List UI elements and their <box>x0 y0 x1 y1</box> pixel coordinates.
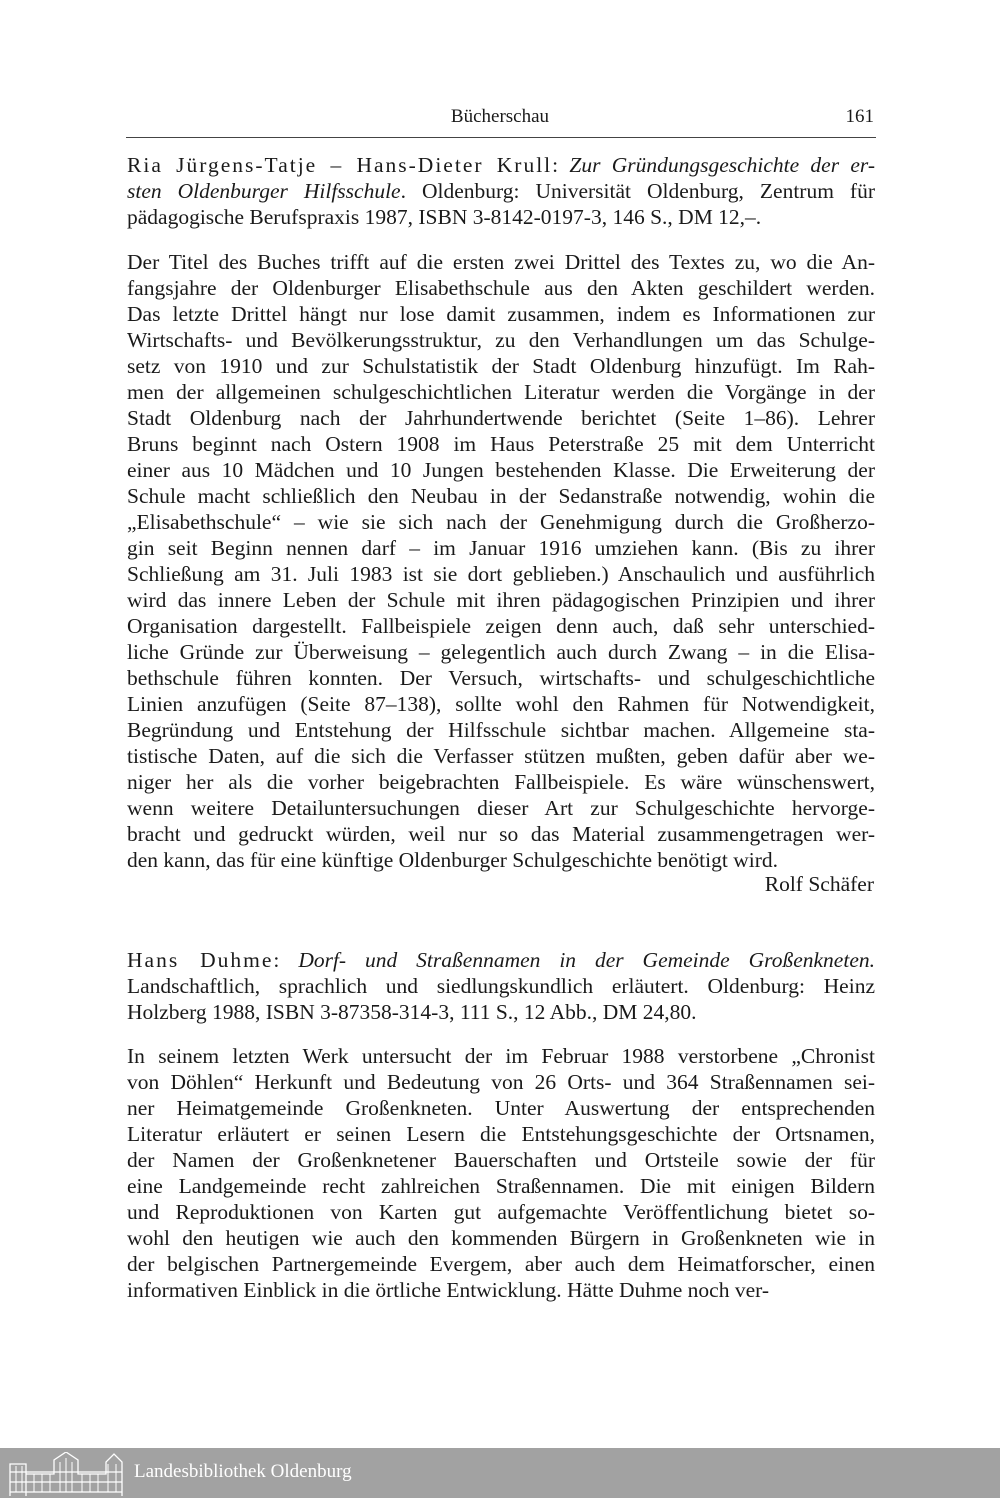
text-line: der Namen der Großenknetener Bauerschaften und Ortsteile sowie der für <box>127 1148 875 1172</box>
review1-title-cont: sten Oldenburger Hilfsschule <box>127 179 401 203</box>
text-line: den kann, das für eine künftige Oldenburger Schulgeschichte benötigt wird. <box>127 848 778 872</box>
review1-pubinfo: pädagogische Berufspraxis 1987, ISBN 3-8142-0197-3, 146 S., DM 12,–. <box>127 205 762 229</box>
text-line: In seinem letzten Werk untersucht der im Februar 1988 verstorbene „Chronist <box>127 1044 875 1068</box>
text-line: der belgischen Partnergemeinde Evergem, aber auch dem Heimatforscher, einen <box>127 1252 875 1276</box>
text-line: einer aus 10 Mädchen und 10 Jungen bestehenden Klasse. Die Erweiterung der <box>127 458 875 482</box>
text-line: Linien anzufügen (Seite 87–138), sollte wohl den Rahmen für Notwendigkeit, <box>127 692 875 716</box>
text-line: Wirtschafts- und Bevölkerungsstruktur, zu den Verhandlungen um das Schulge- <box>127 328 875 352</box>
text-line: Begründung und Entstehung der Hilfsschule sichtbar machen. Allgemeine sta- <box>127 718 875 742</box>
text-line: Der Titel des Buches trifft auf die ersten zwei Drittel des Textes zu, wo die An- <box>127 250 875 274</box>
text-line: bethschule führen konnten. Der Versuch, wirtschafts- und schulgeschichtliche <box>127 666 875 690</box>
text-line: liche Gründe zur Überweisung – gelegentlich auch durch Zwang – in die Elisa- <box>127 640 875 664</box>
text-line: von Döhlen“ Herkunft und Bedeutung von 26 Orts- und 364 Straßennamen sei- <box>127 1070 875 1094</box>
text-line: tistische Daten, auf die sich die Verfasser stützen mußten, geben dafür aber we- <box>127 744 875 768</box>
review1-reviewer: Rolf Schäfer <box>764 872 874 896</box>
text-line: Stadt Oldenburg nach der Jahrhundertwende berichtet (Seite 1–86). Lehrer <box>127 406 875 430</box>
separator: : <box>273 948 299 972</box>
text-line: niger her als die vorher beigebrachten Fallbeispiele. Es wäre wünschenswert, <box>127 770 875 794</box>
review1-body <box>127 249 875 873</box>
review1-citation <box>127 152 875 230</box>
text-line: wenn weitere Detailuntersuchungen dieser Art zur Schulgeschichte hervorge- <box>127 796 875 820</box>
text-line: Schließung am 31. Juli 1983 ist sie dort geblieben.) Anschaulich und ausführlich <box>127 562 875 586</box>
text-line: fangsjahre der Oldenburger Elisabethschule aus den Akten geschildert werden. <box>127 276 875 300</box>
text-line: Das letzte Drittel hängt nur lose damit zusammen, indem es Informationen zur <box>127 302 875 326</box>
text-line: Organisation dargestellt. Fallbeispiele zeigen denn auch, daß sehr unterschied- <box>127 614 875 638</box>
header-rule <box>126 137 876 138</box>
review2-citation <box>127 947 875 1025</box>
running-title: Bücherschau <box>450 106 550 127</box>
text-line: informativen Einblick in die örtliche Entwicklung. Hätte Duhme noch ver- <box>127 1278 769 1302</box>
review2-subtitle: Landschaftlich, sprachlich und siedlungskundlich erläutert. Oldenburg: Heinz <box>127 974 875 998</box>
text-line: ner Heimatgemeinde Großenkneten. Unter Auswertung der entsprechenden <box>127 1096 875 1120</box>
library-name: Landesbibliothek Oldenburg <box>134 1461 352 1482</box>
footer-banner <box>0 1448 1000 1498</box>
text-line: men der allgemeinen schulgeschichtlichen Literatur werden die Vorgänge in der <box>127 380 875 404</box>
review2-pubinfo: Holzberg 1988, ISBN 3-87358-314-3, 111 S., 12 Abb., DM 24,80. <box>127 1000 697 1024</box>
text-line: wohl den heutigen wie auch den kommenden Bürgern in Großenkneten wie in <box>127 1226 875 1250</box>
text-line: setz von 1910 und zur Schulstatistik der Stadt Oldenburg hinzufügt. Im Rah- <box>127 354 875 378</box>
review1-publisher: . Oldenburg: Universität Oldenburg, Zentrum für <box>400 179 875 203</box>
text-line: Literatur erläutert er seinen Lesern die Entstehungsgeschichte der Ortsnamen, <box>127 1122 875 1146</box>
review2-title: Dorf- und Straßennamen in der Gemeinde Großenkneten. <box>298 948 875 972</box>
review1-title: Zur Gründungsgeschichte der er- <box>569 153 875 177</box>
text-line: „Elisabethschule“ – wie sie sich nach der Genehmigung durch die Großherzo- <box>127 510 875 534</box>
text-line: und Reproduktionen von Karten gut aufgemachte Veröffentlichung bietet so- <box>127 1200 875 1224</box>
text-line: wird das innere Leben der Schule mit ihren pädagogischen Prinzipien und ihrer <box>127 588 875 612</box>
review2-author: Hans Duhme <box>127 948 274 972</box>
page-number: 161 <box>845 106 874 127</box>
review2-body <box>127 1043 875 1303</box>
separator: : <box>552 153 570 177</box>
text-line: gin seit Beginn nennen darf – im Januar 1916 umziehen kann. (Bis zu ihrer <box>127 536 875 560</box>
review1-authors: Ria Jürgens-Tatje – Hans-Dieter Krull <box>127 153 553 177</box>
text-line: eine Landgemeinde recht zahlreichen Straßennamen. Die mit einigen Bildern <box>127 1174 875 1198</box>
text-line: bracht und gedruckt würden, weil nur so das Material zusammengetragen wer- <box>127 822 875 846</box>
library-building-logo <box>8 1452 123 1496</box>
text-line: Schule macht schließlich den Neubau in der Sedanstraße notwendig, wohin die <box>127 484 875 508</box>
text-line: Bruns beginnt nach Ostern 1908 im Haus Peterstraße 25 mit dem Unterricht <box>127 432 875 456</box>
